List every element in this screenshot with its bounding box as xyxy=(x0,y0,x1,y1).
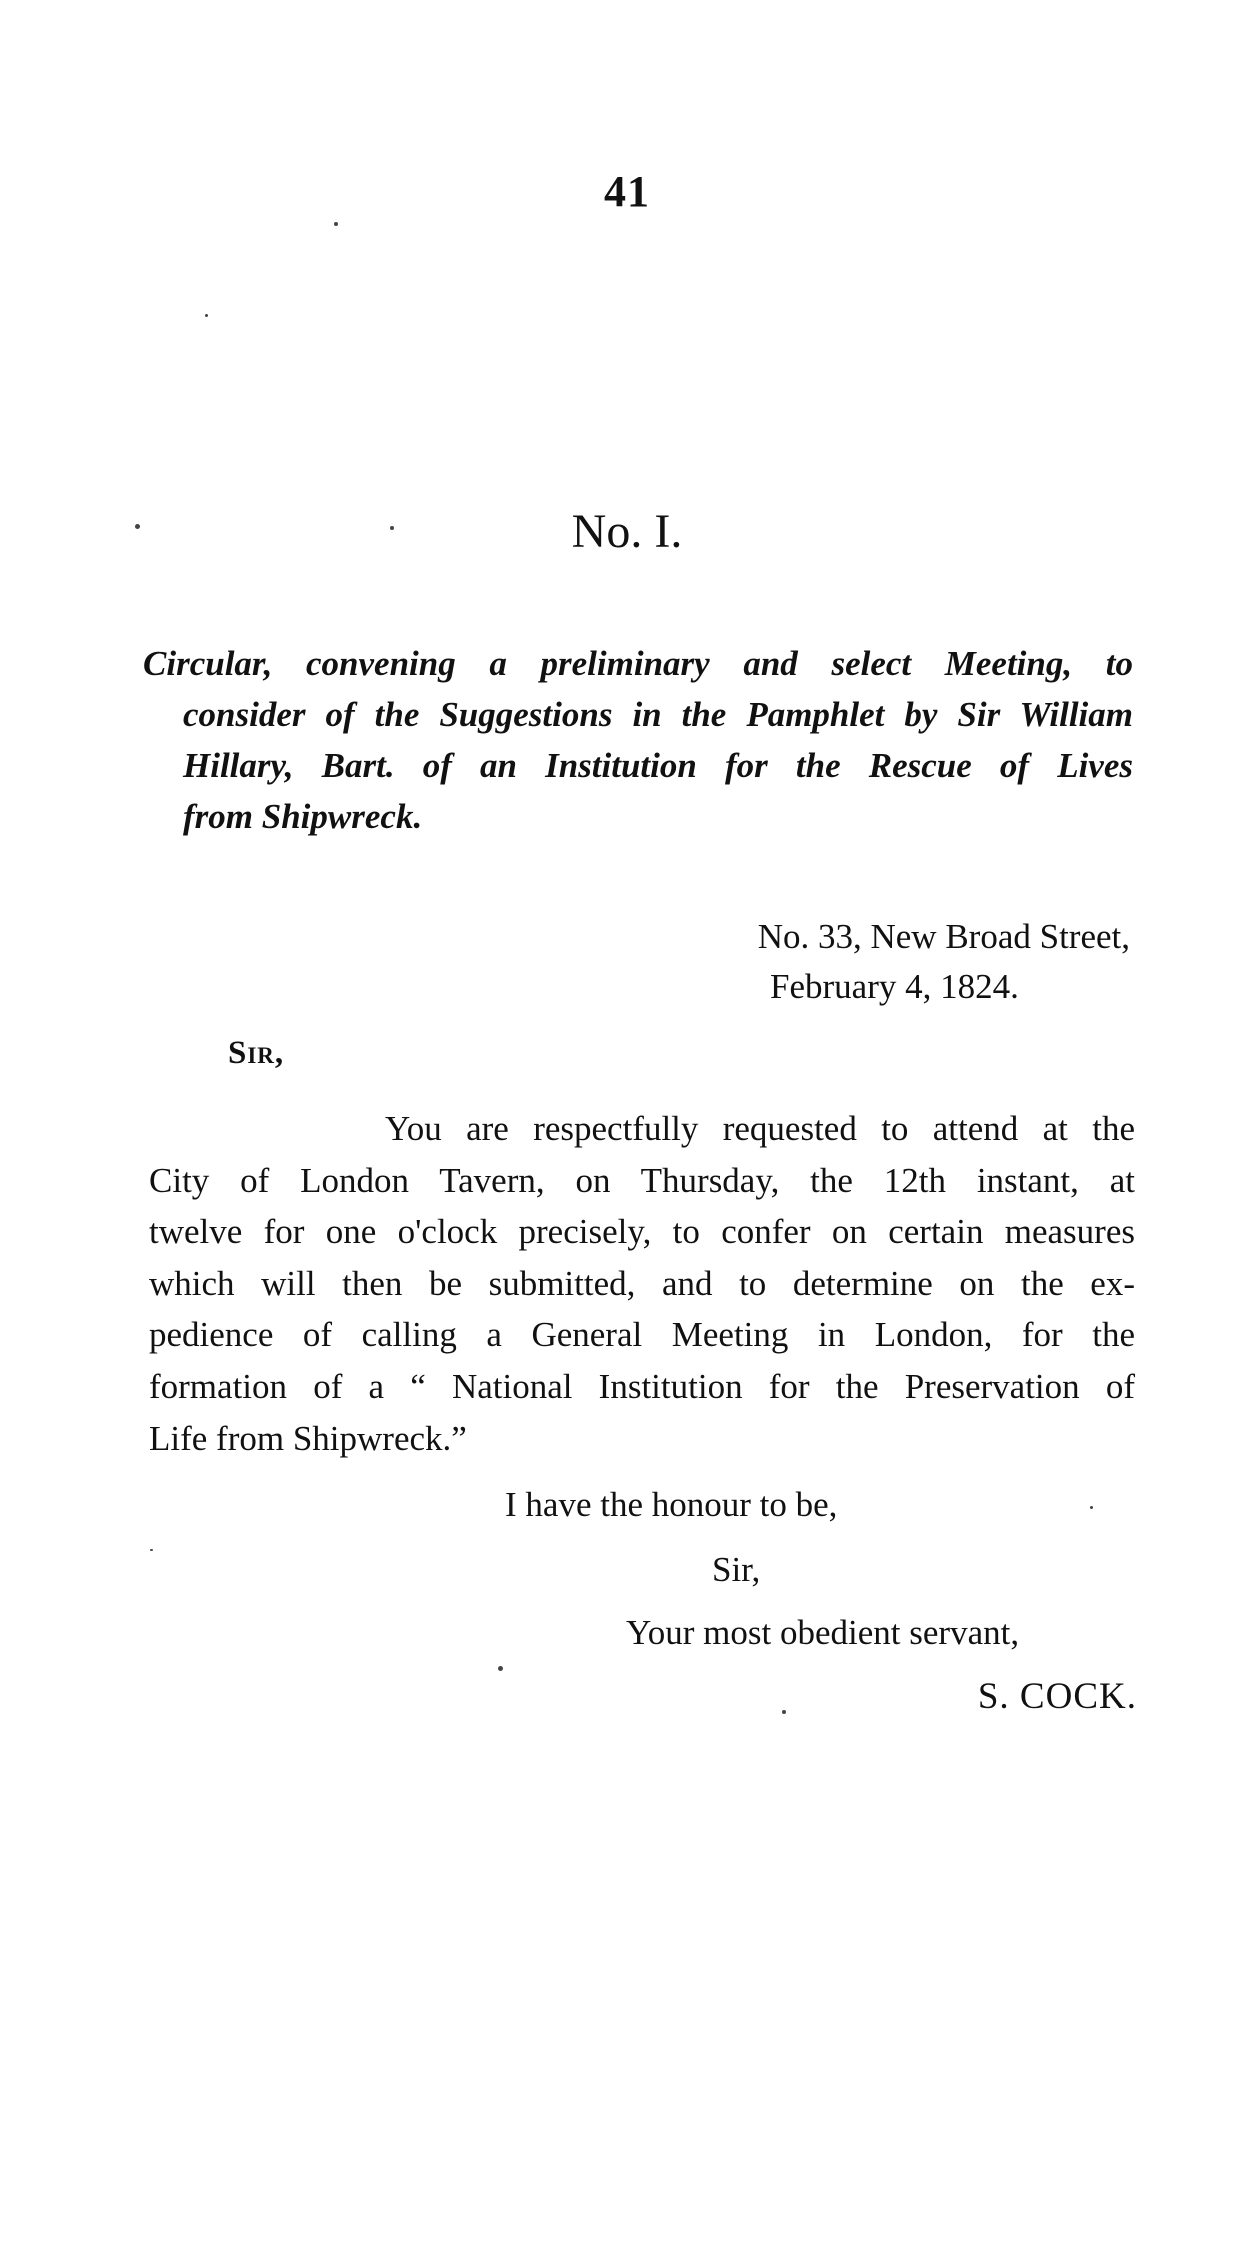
scan-speck xyxy=(1090,1506,1093,1509)
body-line: pedience of calling a General Meeting in London, for the xyxy=(149,1315,1135,1355)
scan-speck xyxy=(498,1666,503,1671)
heading-line: Hillary, Bart. of an Institution for the Rescue of Lives xyxy=(183,746,1133,785)
signature: S. COCK. xyxy=(977,1676,1137,1717)
letter-body xyxy=(149,1103,1135,1464)
body-line: You are respectfully requested to attend at the xyxy=(385,1109,1135,1148)
scan-speck xyxy=(135,524,140,529)
scan-speck xyxy=(390,526,394,530)
document-number: No. I. xyxy=(571,505,683,558)
closing-sir: Sir, xyxy=(712,1550,761,1589)
body-line: City of London Tavern, on Thursday, the 12th instant, at xyxy=(149,1160,1135,1200)
body-line: formation of a “ National Institution for the Preservation of xyxy=(149,1366,1135,1406)
scan-speck xyxy=(334,222,338,226)
salutation: Sir, xyxy=(228,1035,285,1071)
letter-date: February 4, 1824. xyxy=(770,967,1019,1006)
page-number: 41 xyxy=(604,167,650,216)
heading-line: Circular, convening a preliminary and select Meeting, to xyxy=(143,644,1133,683)
closing-servant: Your most obedient servant, xyxy=(626,1613,1020,1652)
heading-line: consider of the Suggestions in the Pamphlet by Sir William xyxy=(183,695,1133,734)
body-line: which will then be submitted, and to determine on the ex- xyxy=(149,1263,1135,1303)
heading-line: from Shipwreck. xyxy=(183,797,423,836)
sender-address xyxy=(640,912,1140,1012)
closing-honour: I have the honour to be, xyxy=(505,1485,838,1524)
scan-speck xyxy=(205,314,208,317)
scan-speck xyxy=(150,1549,153,1551)
circular-heading xyxy=(143,638,1133,842)
body-line: Life from Shipwreck.” xyxy=(149,1418,467,1458)
body-line: twelve for one o'clock precisely, to confer on certain measures xyxy=(149,1212,1135,1252)
scan-speck xyxy=(782,1710,786,1714)
address-street: No. 33, New Broad Street, xyxy=(757,917,1130,956)
